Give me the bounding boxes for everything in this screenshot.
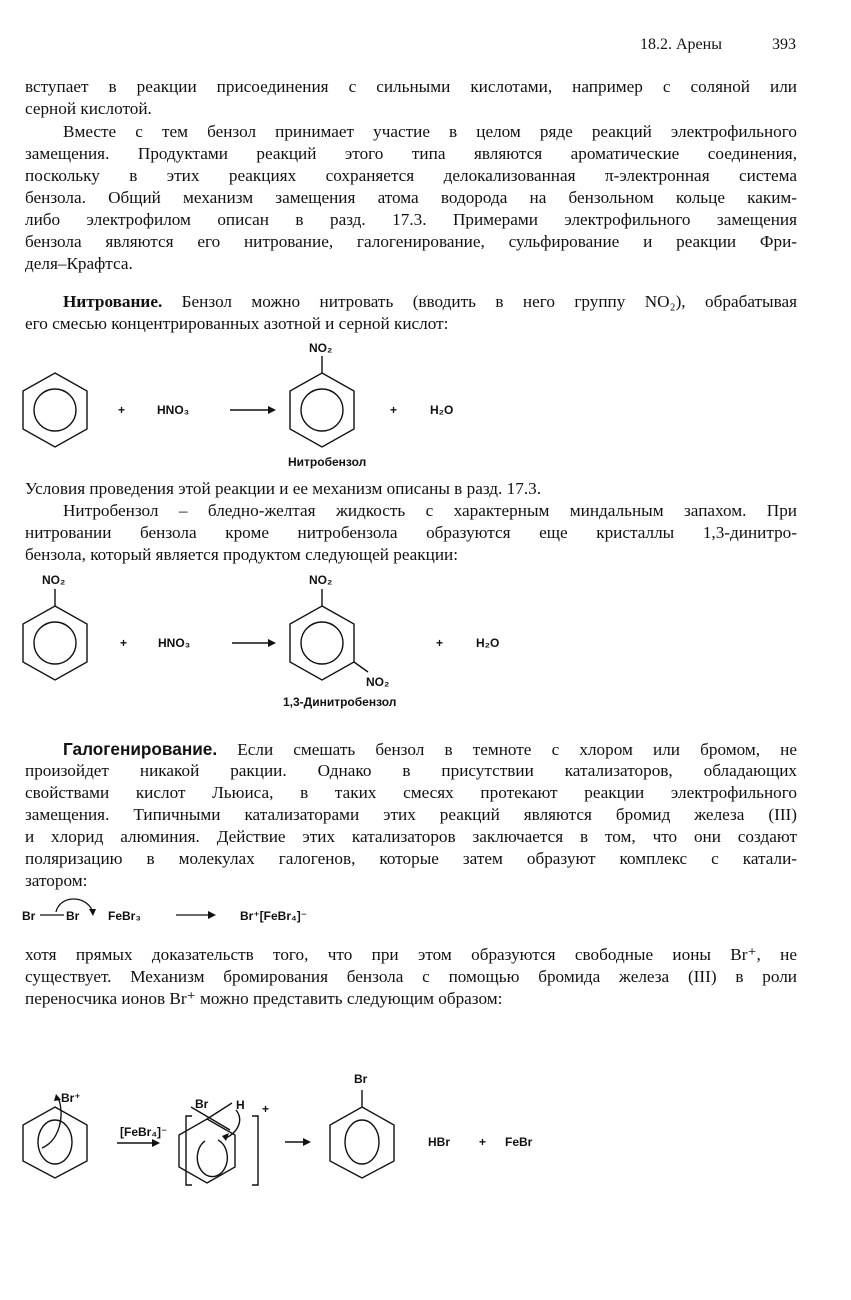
line-text: замещения. Типичными катализаторами этих реакций являются бромид железа (III) xyxy=(25,805,797,824)
text-line xyxy=(25,165,797,187)
line-text: его смесью концентрированных азотной и серной кислот: xyxy=(25,314,449,333)
water-label: H₂O xyxy=(430,403,454,417)
line-text: Бензол можно нитровать (вводить в него группу NO₂), обрабатывая xyxy=(162,292,797,311)
bromine-atom: Br xyxy=(66,909,80,923)
text-line xyxy=(25,544,797,566)
line-text: замещения. Продуктами реакций этого типа являются ароматические соединения, xyxy=(25,144,797,163)
line-text: переносчика ионов Br⁺ можно представить следующим образом: xyxy=(25,989,503,1008)
plus-sign: + xyxy=(390,403,398,417)
line-text: бензола. Общий механизм замещения атома водорода на бензольном кольце каким- xyxy=(25,188,797,207)
line-text: свойствами кислот Льюиса, в таких смесях протекают реакции электрофильного xyxy=(25,783,797,802)
bromine-atom: Br xyxy=(195,1097,209,1111)
text-line xyxy=(25,760,797,782)
water-label: H₂O xyxy=(476,636,500,650)
nitration-scheme xyxy=(0,330,851,475)
no2-label: NO₂ xyxy=(42,573,66,587)
text-line xyxy=(25,804,797,826)
bromine-atom: Br xyxy=(354,1072,368,1086)
reagent-label: HNO₃ xyxy=(157,403,190,417)
text-line xyxy=(63,291,797,313)
line-text: хотя прямых доказательств того, что при этом образуются свободные ионы Br⁺, не xyxy=(25,945,797,964)
paragraph-heading: Нитрование. xyxy=(63,292,163,311)
bromine-atom: Br xyxy=(22,909,36,923)
text-line xyxy=(63,500,797,522)
nitrobenzene-ring xyxy=(290,373,354,447)
hydrogen-atom: H xyxy=(236,1098,245,1112)
dinitration-scheme xyxy=(0,565,851,710)
line-text: бензола, который является продуктом следующей реакции: xyxy=(25,545,459,564)
text-line xyxy=(25,848,797,870)
plus-sign: + xyxy=(479,1135,487,1149)
febr-label: FeBr xyxy=(505,1135,533,1149)
text-line xyxy=(25,870,797,892)
text-line xyxy=(63,738,797,761)
charge-sign: + xyxy=(262,1102,270,1116)
reagent-label: HNO₃ xyxy=(158,636,191,650)
line-text: бензола являются его нитрование, галогенирование, сульфирование и реакции Фри- xyxy=(25,232,797,251)
text-line xyxy=(25,98,797,120)
line-text: либо электрофилом описан в разд. 17.3. Примерами электрофильного замещения xyxy=(25,210,797,229)
hbr-label: HBr xyxy=(428,1135,451,1149)
text-line xyxy=(25,826,797,848)
text-line xyxy=(25,143,797,165)
line-text: произойдет никакой ракции. Однако в присутствии катализаторов, обладающих xyxy=(25,761,797,780)
anion-label: [FeBr₄]⁻ xyxy=(120,1125,168,1139)
no2-label: NO₂ xyxy=(309,341,333,355)
line-text: вступает в реакции присоединения с сильными кислотами, например с соляной или xyxy=(25,77,797,96)
product-name: Нитробензол xyxy=(288,455,367,469)
benzene-ring xyxy=(23,373,87,447)
line-text: деля–Крафтса. xyxy=(25,254,133,273)
page-number: 393 xyxy=(772,36,796,53)
text-line xyxy=(25,209,797,231)
line-text: поскольку в этих реакциях сохраняется делокализованная π-электронная система xyxy=(25,166,797,185)
plus-sign: + xyxy=(436,636,444,650)
line-text: существует. Механизм бромирования бензола с помощью бромида железа (III) в роли xyxy=(25,967,797,986)
text-line xyxy=(25,76,797,98)
plus-sign: + xyxy=(120,636,128,650)
line-text: и хлорид алюминия. Действие этих катализаторов заключается в том, что они создают xyxy=(25,827,797,846)
text-line xyxy=(25,187,797,209)
line-text: затором: xyxy=(25,871,88,890)
product-label: Br⁺[FeBr₄]⁻ xyxy=(240,909,308,923)
line-text: Нитробензол – бледно-желтая жидкость с характерным миндальным запахом. При xyxy=(63,501,797,520)
text-line xyxy=(63,121,797,143)
text-line xyxy=(25,988,797,1010)
text-line xyxy=(25,478,797,500)
catalyst-label: FeBr₃ xyxy=(108,909,141,923)
line-text: поляризацию в молекулах галогенов, которые затем образуют комплекс с катали- xyxy=(25,849,797,868)
line-text: Условия проведения этой реакции и ее механизм описаны в разд. 17.3. xyxy=(25,479,542,498)
text-line xyxy=(25,253,797,275)
text-line xyxy=(25,944,797,966)
bromonium-label: Br⁺ xyxy=(61,1091,81,1105)
text-line xyxy=(25,782,797,804)
bromination-mechanism xyxy=(0,1060,851,1190)
no2-label: NO₂ xyxy=(309,573,333,587)
running-header: 18.2. Арены xyxy=(640,36,722,53)
text-line xyxy=(25,966,797,988)
line-text: Если смешать бензол в темноте с хлором или бромом, не xyxy=(217,740,797,759)
plus-sign: + xyxy=(118,403,126,417)
bromine-polarization-equation xyxy=(0,890,851,930)
line-text: серной кислотой. xyxy=(25,99,152,118)
line-text: Вместе с тем бензол принимает участие в целом ряде реакций электрофильного xyxy=(63,122,797,141)
paragraph-heading: Галогенирование. xyxy=(63,739,218,759)
text-line xyxy=(25,231,797,253)
line-text: нитровании бензола кроме нитробензола образуются еще кристаллы 1,3-динитро- xyxy=(25,523,797,542)
text-line xyxy=(25,522,797,544)
product-name: 1,3-Динитробензол xyxy=(283,695,397,709)
no2-label: NO₂ xyxy=(366,675,390,689)
